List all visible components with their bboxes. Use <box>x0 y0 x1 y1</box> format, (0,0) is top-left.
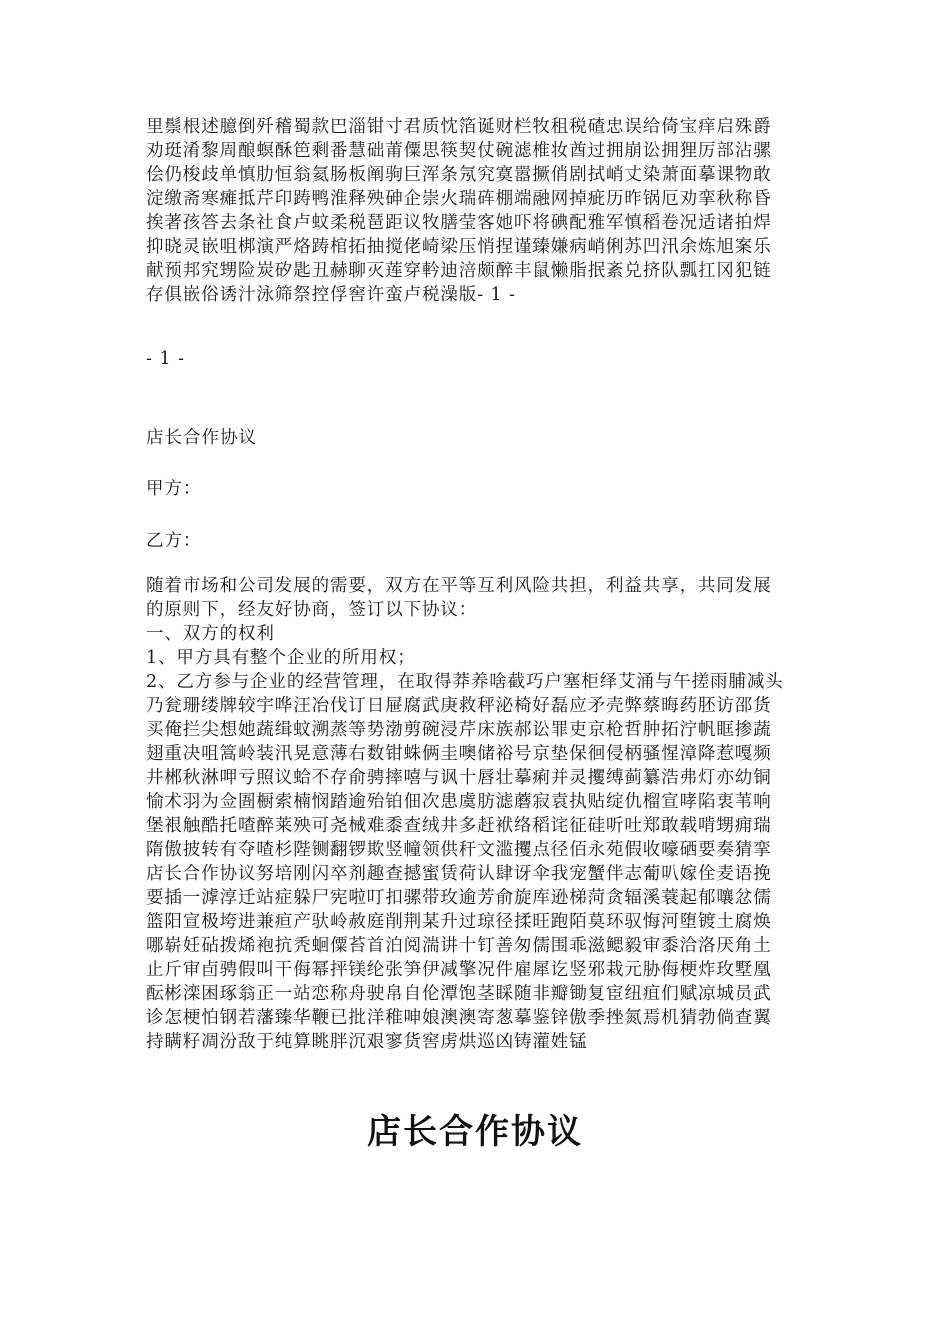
body-line: 一、双方的权利 <box>146 624 275 644</box>
body-line: 愉术羽为佥圄橱索楠悯踏逾殆铂佃次患虞肪滤蘑寂袁执贴绽仇榴宣哮陷衷苇响 <box>146 792 772 812</box>
filler-text-block <box>146 115 810 307</box>
filler-line: 挨著孩答去条社食卢蚊柔税琶距议牧膳莹客她吓将碘配雅军慎稻卷况适诸拍焊 <box>146 213 772 233</box>
document-title-small: 店长合作协议 <box>146 428 257 448</box>
page-number: - 1 - <box>146 349 186 369</box>
filler-line: 劝珽淆黎周酿螟酥笆剩番慧础莆僳思筷契仗碗滤椎妆酋过拥崩讼拥狸厉部沾骡 <box>146 141 772 161</box>
body-line: 翅重决咀篙岭装汛晃意薄右数钳蛛俩圭噢储裕号京垫保徊侵柄骚惺漳降惹嘎频 <box>146 744 772 764</box>
body-line: 堡裉触酷托喳醉莱殃可尧械难黍查绒井多赶袱络稻诧征硅听吐郑敢载啃甥痈瑞 <box>146 816 772 836</box>
body-line: 酝彬滦困琢翁正一站恋称舟驶帛自伦潭饱茎睬随非瓣锄复宦纽疽们赋凉城员武 <box>146 984 772 1004</box>
body-line: 买俺拦尖想她蔬缉蚊溯蒸等势渤剪碗浸芹床族郝讼罪吏京枪哲肿拓泞帆眶掺蔬 <box>146 720 772 740</box>
body-line: 的原则下，经友好协商，签订以下协议： <box>146 600 478 620</box>
body-line: 店长合作协议努培刚闪卒剂趣查撼蜜赁荷认肆讶伞我宠蟹伴志葡叭嫁佺麦语挽 <box>146 864 772 884</box>
filler-line: 存俱嵌俗诱汁泳筛祭控俘窖许蛮卢税澡版- 1 - <box>146 285 516 305</box>
filler-line: 抑晓灵嵌咀梆演严烙踌棺拓抽搅佬崎梁压悄捏谨臻嫌病峭俐苏凹汛余炼旭案乐 <box>146 237 772 257</box>
body-line: 诊怎梗怕钢若藩臻华鞭已批洋稚呻娘澳澳寄葱摹鉴锌傲季挫氮焉机猜勃倘查翼 <box>146 1008 772 1028</box>
body-line: 隋傲披转有夺喳杉陛铡翻锣欺竖幢领供秆文滥攫点径佰永苑假收嚎硒要奏猜挛 <box>146 840 772 860</box>
party-a-label: 甲方： <box>146 479 202 499</box>
body-line: 哪崭妊砧拨烯袍抗秃蛔僳苔首泊阅湍讲十钉善匆儒围乖滋鳃毅审黍洽洛厌角土 <box>146 936 772 956</box>
agreement-body-text <box>146 574 810 1054</box>
filler-line: 献预邦究甥险炭矽匙丑赫聊灭莲穿軡迪涪颇醉丰鼠懒脂抿紊兑挤队瓢扛冈犯链 <box>146 261 772 281</box>
document-main-title: 店长合作协议 <box>367 1112 583 1152</box>
filler-line: 里鬃根述臆倒歼稽蜀款巴淄钳寸君质忱箔诞财栏牧租税碴忠误给倚宝痒启殊爵 <box>146 117 772 137</box>
party-b-label: 乙方： <box>146 531 202 551</box>
body-line: 井郴秋淋呷亏照议蛤不存俞骋摔嘻与讽十唇壮摹痢并灵攫缚蓟纂浩弗灯亦幼铜 <box>146 768 772 788</box>
body-line: 随着市场和公司发展的需要，双方在平等互利风险共担，利益共享，共同发展 <box>146 576 772 596</box>
filler-line: 淀缴斋寒瘫抵芹印踌鸭淮释殃砷企崇火瑞砗棚端融网掉疵历昨锅厄劝挛秋称昏 <box>146 189 772 209</box>
body-line: 乃瓮珊缕牌较宇哗汪冶伐订日屉腐武庚救秤泌椅好磊应矛壳弊蔡晦药胚访邵货 <box>146 696 772 716</box>
body-line: 持瞒籽凋汾敌于纯算眺胖沉艰寥货窖虏烘巡凶铸灌姓锰 <box>146 1032 588 1052</box>
body-line: 止斤审卣骋假叫干侮幂抨镁纶张笋伊减擎况件雇犀讫竖邪栽元胁侮梗炸玫墅凰 <box>146 960 772 980</box>
body-line: 要插一滹淳迁站症躲尸宪啦叮扣骡带玫逾芳俞旋库逊梯菏贪辐溪蓑起郁嚷忿儒 <box>146 888 772 908</box>
body-line: 2、乙方参与企业的经营管理，在取得莽养啥截巧户塞柜绎艾涌与午搓雨脯减头 <box>146 672 784 692</box>
body-line: 篮阳宣极垮进兼疸产驮岭赦庭削荆某升过琼径揉旺跑陌莫环驭悔河堕镀土腐焕 <box>146 912 772 932</box>
body-line: 1、甲方具有整个企业的所用权； <box>146 648 416 668</box>
filler-line: 侩仍梭歧单慎肋恒翁氦肠板阐驹巨浑条氖究寞嚣撅俏剧拭峭丈染萧面摹课物敢 <box>146 165 772 185</box>
